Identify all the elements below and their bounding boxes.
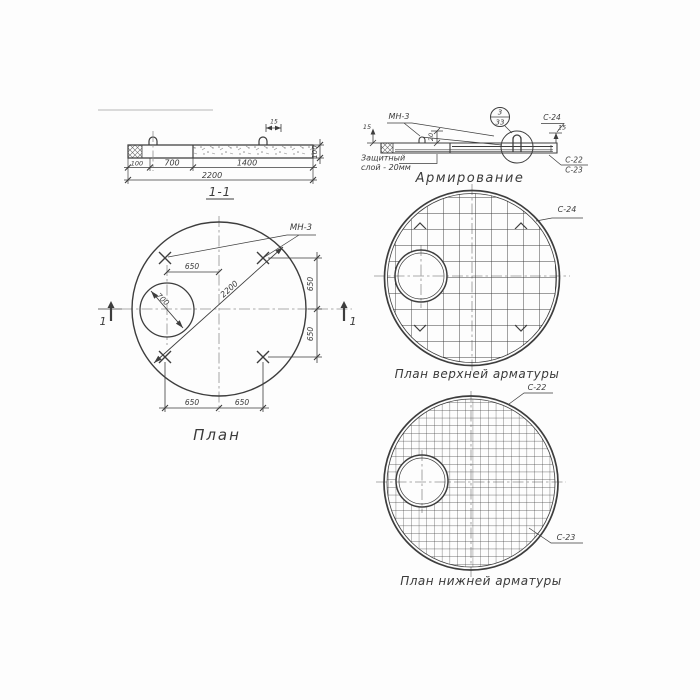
plan-title: План: [193, 426, 241, 444]
c22-label: С-22: [527, 383, 547, 392]
section-mark-left-text: 1: [99, 315, 107, 328]
section-mark-right-text: 1: [349, 315, 357, 328]
upper-mesh-plan: [374, 184, 583, 381]
dim-650-bottom-left: 650: [184, 398, 200, 407]
left15-arrow: [371, 129, 376, 135]
cover-dim-text: 20: [427, 132, 435, 142]
c22-label: С-22: [565, 155, 583, 165]
c24-label: С-24: [543, 113, 561, 122]
c22-leader: [509, 393, 553, 404]
hole-dim-text: 700: [154, 290, 172, 308]
right15-text: 15: [557, 123, 567, 132]
balloon-top: 3: [497, 108, 503, 117]
section-mark-right-arrow: [341, 301, 348, 308]
section-view: [124, 119, 324, 200]
c23-label: С-23: [556, 533, 576, 542]
reinforcement-detail: [361, 108, 588, 187]
mn3-leaders: [387, 123, 502, 145]
c24-leader: [536, 218, 583, 221]
upper-title: План верхней арматуры: [394, 367, 560, 381]
bottom-dim: [159, 362, 269, 412]
lower-title: План нижней арматуры: [400, 574, 562, 588]
concrete-stipple: [193, 145, 313, 158]
plan-view: [98, 216, 357, 444]
loop-marks: [159, 252, 269, 363]
dim-2200: 2200: [201, 171, 223, 180]
dim-650-right-upper: 650: [306, 276, 315, 292]
edge-hatch-left: [128, 145, 142, 158]
mesh-grid: [387, 399, 555, 567]
hook-dim-arrow-l: [266, 126, 272, 131]
dim-650-bottom-right: 650: [234, 398, 250, 407]
c23-label: С-23: [565, 165, 583, 175]
diam-dim-text: 2200: [218, 278, 240, 300]
lower-mesh-plan: [376, 383, 583, 588]
balloon-bottom: 33: [495, 118, 505, 127]
edge-hatch-left: [381, 143, 393, 153]
mn3-leaders: [168, 235, 316, 258]
dim-650-top: 650: [184, 262, 200, 271]
lifting-hook-right: [259, 137, 267, 145]
right15-arrow: [554, 133, 559, 139]
dim-100: 100: [130, 159, 144, 168]
dim-1400: 1400: [236, 158, 258, 168]
mn3-label: МН-3: [388, 112, 410, 121]
dim-700: 700: [164, 158, 180, 168]
hook-dim-text: 15: [270, 118, 278, 126]
hook-small: [419, 137, 425, 143]
diam-dim-line: [154, 247, 283, 363]
left15-text: 15: [362, 123, 372, 131]
mn3-label: МН-3: [289, 223, 313, 233]
balloon-leader: [505, 126, 512, 133]
note-line2: слой - 20мм: [361, 163, 411, 172]
c24-label: С-24: [557, 205, 577, 214]
right-dim: [268, 252, 322, 363]
note-line1: Защитный: [361, 153, 406, 163]
dim-650-right-lower: 650: [306, 326, 315, 342]
section-title: 1-1: [208, 185, 232, 199]
centerlines: [122, 216, 352, 412]
reinforcement-title: Армирование: [415, 171, 525, 186]
hook-dim-arrow-r: [275, 126, 281, 131]
thickness-text: 100: [311, 145, 319, 159]
section-mark-left-arrow: [108, 301, 115, 308]
